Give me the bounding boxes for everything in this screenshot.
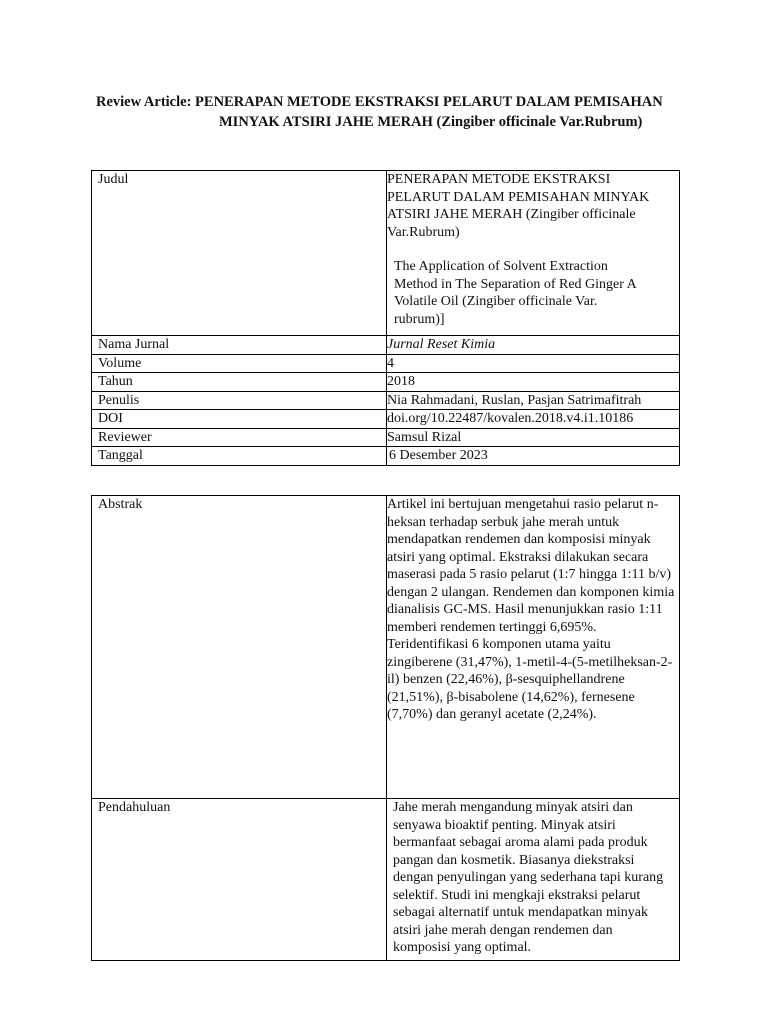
row-label: Tanggal: [92, 447, 387, 466]
pendahuluan-label: Pendahuluan: [92, 799, 387, 961]
table-row: [92, 391, 680, 410]
title-prefix: Review Article:: [96, 94, 196, 110]
article-info-table: [91, 170, 680, 466]
table-row: [92, 336, 680, 355]
table-row: [92, 373, 680, 392]
row-value: 2018: [387, 373, 680, 392]
row-value: Samsul Rizal: [387, 428, 680, 447]
title-line-2: MINYAK ATSIRI JAHE MERAH (Zingiber officinale Var.Rubrum): [219, 114, 643, 130]
title-line-1: [96, 92, 663, 112]
table-row: [92, 447, 680, 466]
table-row: [92, 171, 680, 336]
table-row: [92, 410, 680, 429]
row-value: Nia Rahmadani, Ruslan, Pasjan Satrimafitrah: [387, 391, 680, 410]
judul-english: The Application of Solvent Extraction Method in The Separation of Red Ginger A Volatile Oil (Zingiber officinale Var. rubrum)]: [394, 259, 636, 327]
row-value: Jurnal Reset Kimia: [387, 336, 680, 355]
table-row: [92, 799, 680, 961]
row-label: Penulis: [92, 391, 387, 410]
row-value: 6 Desember 2023: [387, 447, 680, 466]
row-label: Reviewer: [92, 428, 387, 447]
row-value: doi.org/10.22487/kovalen.2018.v4.i1.10186: [387, 410, 680, 429]
judul-cell: [387, 171, 680, 336]
table-row: [92, 496, 680, 799]
article-content-table: [91, 495, 680, 961]
row-value: 4: [387, 354, 680, 373]
abstrak-text: Artikel ini bertujuan mengetahui rasio pelarut n-heksan terhadap serbuk jahe merah untuk mendapatkan rendemen dan komposisi minyak atsiri yang optimal. Ekstraksi dilakukan secara maserasi pada 5 rasio pelarut (1:7 hingga 1:11 b/v) dengan 2 ulangan. Rendemen dan komponen kimia dianalisis GC-MS. Hasil menunjukkan rasio 1:11 memberi rendemen tertinggi 6,695%. Teridentifikasi 6 komponen utama yaitu zingiberene (31,47%), 1-metil-4-(5-metilheksan-2-il) benzen (22,46%), β-sesquiphellandrene (21,51%), β-bisabolene (14,62%), fernesene (7,70%) dan geranyl acetate (2,24%).: [387, 496, 680, 799]
table-row: [92, 428, 680, 447]
spacer: [387, 241, 679, 258]
judul-value: PENERAPAN METODE EKSTRAKSI PELARUT DALAM PEMISAHAN MINYAK ATSIRI JAHE MERAH (Zingiber officinale Var.Rubrum): [387, 172, 650, 240]
abstrak-label: Abstrak: [92, 496, 387, 799]
row-label: Volume: [92, 354, 387, 373]
row-label: DOI: [92, 410, 387, 429]
judul-label: Judul: [92, 171, 387, 336]
title-text-1: PENERAPAN METODE EKSTRAKSI PELARUT DALAM PEMISAHAN: [195, 94, 663, 110]
row-label: Nama Jurnal: [92, 336, 387, 355]
table-row: [92, 354, 680, 373]
row-label: Tahun: [92, 373, 387, 392]
pendahuluan-text: Jahe merah mengandung minyak atsiri dan senyawa bioaktif penting. Minyak atsiri bermanfaat sebagai aroma alami pada produk pangan dan kosmetik. Biasanya diekstraksi dengan penyulingan yang sederhana tapi kurang selektif. Studi ini mengkaji ekstraksi pelarut sebagai alternatif untuk mendapatkan minyak atsiri jahe merah dengan rendemen dan komposisi yang optimal.: [387, 799, 680, 961]
